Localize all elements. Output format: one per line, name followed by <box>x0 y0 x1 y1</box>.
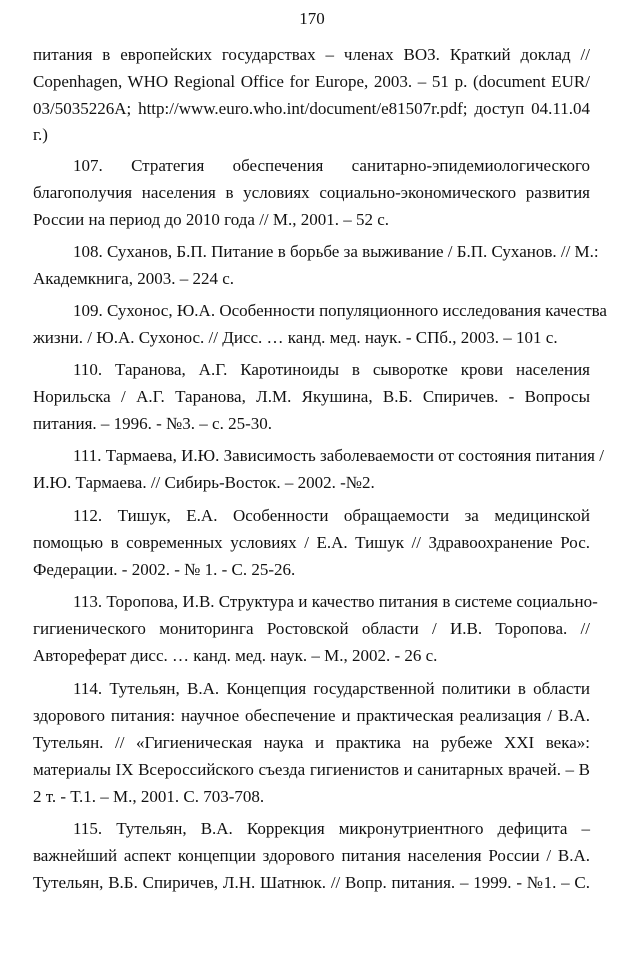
text-line: важнейший аспект концепции здорового питания населения России / В.А. <box>33 846 590 865</box>
reference-115-line: 115. Тутельян, В.А. Коррекция микронутриентного дефицита – <box>73 819 590 838</box>
text-line: жизни. / Ю.А. Сухонос. // Дисс. … канд. мед. наук. - СПб., 2003. – 101 с. <box>33 328 558 347</box>
page-number: 170 <box>299 9 325 28</box>
text-line: материалы IX Всероссийского съезда гигиенистов и санитарных врачей. – В <box>33 760 590 779</box>
text-line: Copenhagen, WHO Regional Office for Europe, 2003. – 51 p. (document EUR/ <box>33 72 590 91</box>
text-line: питания в европейских государствах – членах ВОЗ. Краткий доклад // <box>33 45 590 64</box>
text-line: здорового питания: научное обеспечение и практическая реализация / В.А. <box>33 706 590 725</box>
reference-111-line: 111. Тармаева, И.Ю. Зависимость заболеваемости от состояния питания / <box>73 446 604 465</box>
reference-107-line: 107. Стратегия обеспечения санитарно-эпидемиологического <box>73 156 590 175</box>
text-line: питания. – 1996. - №3. – с. 25-30. <box>33 414 272 433</box>
text-line: помощью в современных условиях / Е.А. Тишук // Здравоохранение Рос. <box>33 533 590 552</box>
text-line: г.) <box>33 125 48 144</box>
text-line: Академкнига, 2003. – 224 с. <box>33 269 235 288</box>
text-line: Тутельян. // «Гигиеническая наука и практика на рубеже XXI века»: <box>33 733 590 752</box>
reference-109-line: 109. Сухонос, Ю.А. Особенности популяционного исследования качества <box>73 301 607 320</box>
text-line: России на период до 2010 года // М., 2001. – 52 с. <box>33 210 390 229</box>
text-line: И.Ю. Тармаева. // Сибирь-Восток. – 2002. -№2. <box>33 473 375 492</box>
text-line: 03/5035226A; http://www.euro.who.int/document/e81507r.pdf; доступ 04.11.04 <box>33 99 590 118</box>
reference-113-line: 113. Торопова, И.В. Структура и качество питания в системе социально- <box>73 592 598 611</box>
text-line: Норильска / А.Г. Таранова, Л.М. Якушина, В.Б. Спиричев. - Вопросы <box>33 387 590 406</box>
text-line: Федерации. - 2002. - № 1. - С. 25-26. <box>33 560 296 579</box>
reference-110-line: 110. Таранова, А.Г. Каротиноиды в сыворотке крови населения <box>73 360 590 379</box>
text-line: гигиенического мониторинга Ростовской области / И.В. Торопова. // <box>33 619 590 638</box>
text-line: Тутельян, В.Б. Спиричев, Л.Н. Шатнюк. // Вопр. питания. – 1999. - №1. – С. <box>33 873 590 892</box>
text-line: 2 т. - Т.1. – М., 2001. С. 703-708. <box>33 787 265 806</box>
text-line: благополучия населения в условиях социально-экономического развития <box>33 183 590 202</box>
reference-114-line: 114. Тутельян, В.А. Концепция государственной политики в области <box>73 679 590 698</box>
reference-108-line: 108. Суханов, Б.П. Питание в борьбе за выживание / Б.П. Суханов. // М.: <box>73 242 599 261</box>
reference-112-line: 112. Тишук, Е.А. Особенности обращаемости за медицинской <box>73 506 590 525</box>
text-line: Автореферат дисс. … канд. мед. наук. – М., 2002. - 26 с. <box>33 646 438 665</box>
